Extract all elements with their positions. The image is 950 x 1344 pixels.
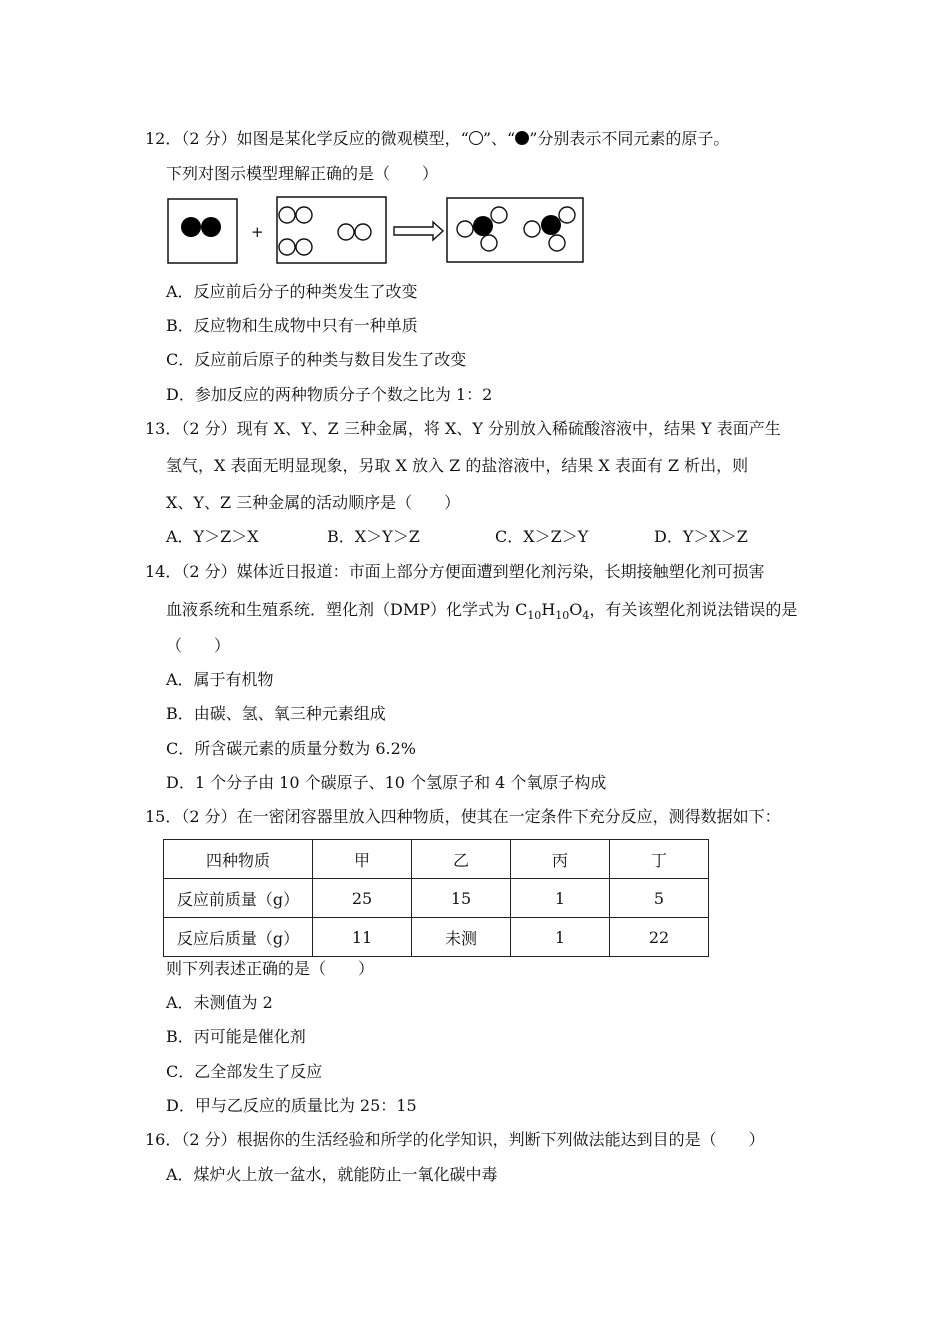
table-cell: 15 [412,879,511,918]
q12-stem-line1 [145,129,729,149]
table-cell: 25 [313,879,412,918]
q13-option-a: A．Y＞Z＞X [166,527,259,546]
q12-option-c: C．反应前后原子的种类与数目发生了改变 [166,350,467,369]
table-cell: 1 [511,879,610,918]
black-atom [181,217,201,237]
q13-stem-line1: 13．（2 分）现有 X、Y、Z 三种金属，将 X、Y 分别放入稀硫酸溶液中，结果 Y 表面产生 [145,419,781,438]
formula-sub-h: 10 [555,609,570,622]
q16-stem-line1: 16．（2 分）根据你的生活经验和所学的化学知识，判断下列做法能达到目的是（ ） [145,1130,765,1149]
table-header-row [164,840,709,879]
table-cell: 11 [313,918,412,957]
plus-sign: + [251,223,264,241]
table-cell: 1 [511,918,610,957]
q14-stem-line3: （ ） [166,636,231,655]
mass-data-table [163,839,709,957]
q13-stem-line3: X、Y、Z 三种金属的活动顺序是（ ） [166,493,461,512]
table-cell: 未测 [412,918,511,957]
q14-stem-line2 [166,600,797,626]
table-header-cell: 丙 [511,840,610,879]
q13-option-b: B．X＞Y＞Z [327,527,420,546]
q12-option-b: B．反应物和生成物中只有一种单质 [166,316,418,335]
table-cell: 反应前质量（g） [164,879,313,918]
q14-option-c: C．所含碳元素的质量分数为 6.2% [166,739,416,758]
q12-stem-mid: ”、“ [482,129,516,148]
table-header-cell: 丁 [610,840,709,879]
q12-option-a: A．反应前后分子的种类发生了改变 [166,282,418,301]
table-cell: 反应后质量（g） [164,918,313,957]
table-cell: 5 [610,879,709,918]
q15-option-b: B．丙可能是催化剂 [166,1027,306,1046]
q15-question: 则下列表述正确的是（ ） [166,959,375,978]
formula-h: H [541,600,556,619]
q13-option-c: C．X＞Z＞Y [495,527,589,546]
formula-sub-o: 4 [582,609,590,622]
q12-stem-line2: 下列对图示模型理解正确的是（ ） [166,164,439,183]
formula-sub-c: 10 [527,609,542,622]
table-row [164,879,709,918]
q13-stem-line2: 氢气，X 表面无明显现象，另取 X 放入 Z 的盐溶液中，结果 X 表面有 Z 析出，则 [166,456,749,475]
q13-option-d: D．Y＞X＞Z [654,527,748,546]
table-header-cell: 甲 [313,840,412,879]
table-header-cell: 乙 [412,840,511,879]
table-header-cell: 四种物质 [164,840,313,879]
formula-o: O [569,600,583,619]
table-cell: 22 [610,918,709,957]
black-atom [201,217,221,237]
q15-option-c: C．乙全部发生了反应 [166,1062,323,1081]
reaction-arrow [394,222,443,240]
q14-option-d: D．1 个分子由 10 个碳原子、10 个氢原子和 4 个氧原子构成 [166,773,607,792]
q12-stem-tail: ”分别表示不同元素的原子。 [529,129,730,148]
q12-option-d: D．参加反应的两种物质分子个数之比为 1：2 [166,385,493,404]
q15-option-d: D．甲与乙反应的质量比为 25：15 [166,1096,417,1115]
white-atom-icon [469,131,483,145]
q14-line2-post: ，有关该塑化剂说法错误的是 [589,600,798,619]
reaction-model-diagram [165,195,590,267]
q12-stem-lead: 12．（2 分）如图是某化学反应的微观模型，“ [145,129,469,148]
table-row [164,918,709,957]
q15-stem-line1: 15．（2 分）在一密闭容器里放入四种物质，使其在一定条件下充分反应，测得数据如下： [145,807,781,826]
q15-option-a: A．未测值为 2 [166,993,273,1012]
q14-option-b: B．由碳、氢、氧三种元素组成 [166,704,386,723]
q14-stem-line1: 14．（2 分）媒体近日报道：市面上部分方便面遭到塑化剂污染，长期接触塑化剂可损害 [145,562,765,581]
q16-option-a: A．煤炉火上放一盆水，就能防止一氧化碳中毒 [166,1165,498,1184]
black-atom-icon [515,131,529,145]
q14-line2-pre: 血液系统和生殖系统．塑化剂（DMP）化学式为 C [166,600,528,619]
q14-option-a: A．属于有机物 [166,670,274,689]
